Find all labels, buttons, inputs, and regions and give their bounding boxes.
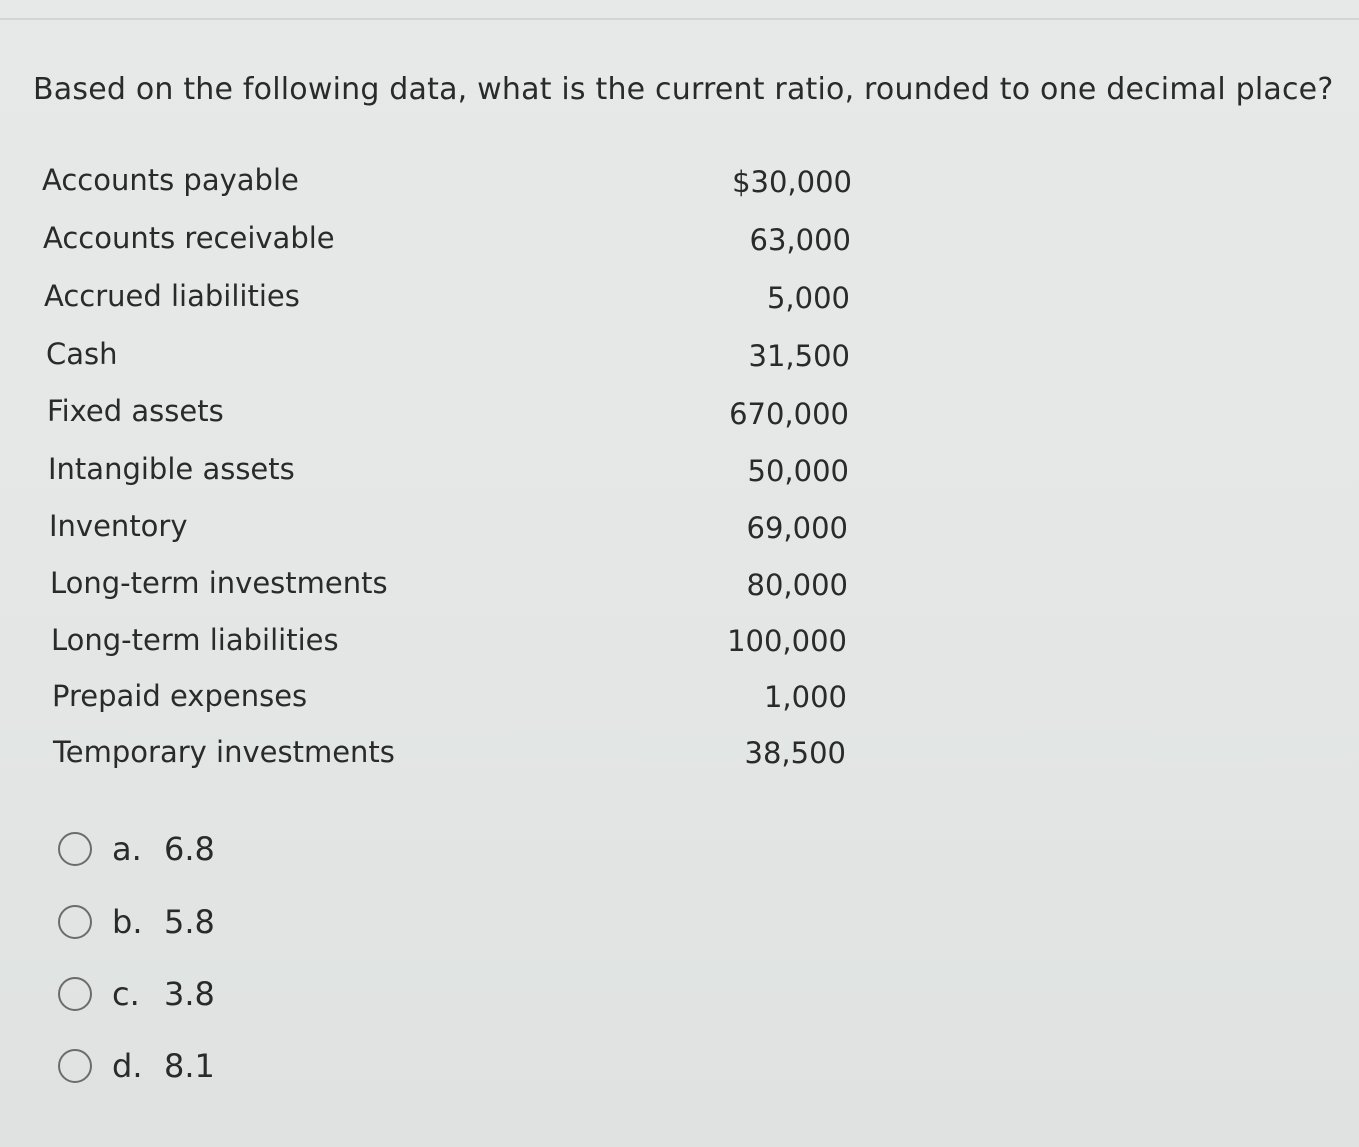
row-value: 100,000 <box>727 624 847 658</box>
option-letter: b. <box>112 903 143 941</box>
option-a[interactable] <box>58 829 215 869</box>
option-value: 5.8 <box>164 903 215 941</box>
radio-button-b[interactable] <box>58 905 92 939</box>
radio-button-d[interactable] <box>58 1049 92 1083</box>
top-divider <box>0 18 1359 20</box>
row-value: 63,000 <box>749 223 851 257</box>
row-label: Prepaid expenses <box>52 679 308 713</box>
row-value: 1,000 <box>763 680 847 714</box>
radio-button-c[interactable] <box>58 977 92 1011</box>
row-value: 38,500 <box>744 736 846 770</box>
row-label: Accrued liabilities <box>44 279 300 313</box>
row-value: $30,000 <box>732 165 852 199</box>
row-value: 80,000 <box>746 568 848 602</box>
question-text: Based on the following data, what is the current ratio, rounded to one decimal place? <box>33 72 1334 107</box>
option-c[interactable] <box>58 974 215 1014</box>
row-label: Long-term liabilities <box>51 623 339 657</box>
row-value: 670,000 <box>729 397 849 431</box>
option-letter: a. <box>112 830 142 868</box>
row-value: 5,000 <box>766 281 850 315</box>
option-b[interactable] <box>58 902 215 942</box>
row-value: 50,000 <box>747 454 849 488</box>
option-value: 8.1 <box>164 1047 215 1085</box>
row-label: Accounts payable <box>42 163 299 197</box>
row-label: Cash <box>46 337 118 371</box>
option-value: 6.8 <box>164 830 215 868</box>
option-d[interactable] <box>58 1046 215 1086</box>
option-letter: c. <box>112 975 140 1013</box>
row-value: 31,500 <box>748 339 850 373</box>
row-value: 69,000 <box>746 511 848 545</box>
row-label: Accounts receivable <box>43 221 335 255</box>
row-label: Inventory <box>49 509 188 543</box>
option-value: 3.8 <box>164 975 215 1013</box>
row-label: Fixed assets <box>47 394 224 428</box>
row-label: Intangible assets <box>48 452 295 486</box>
row-label: Long-term investments <box>50 566 388 600</box>
row-label: Temporary investments <box>53 735 395 769</box>
radio-button-a[interactable] <box>58 832 92 866</box>
option-letter: d. <box>112 1047 143 1085</box>
